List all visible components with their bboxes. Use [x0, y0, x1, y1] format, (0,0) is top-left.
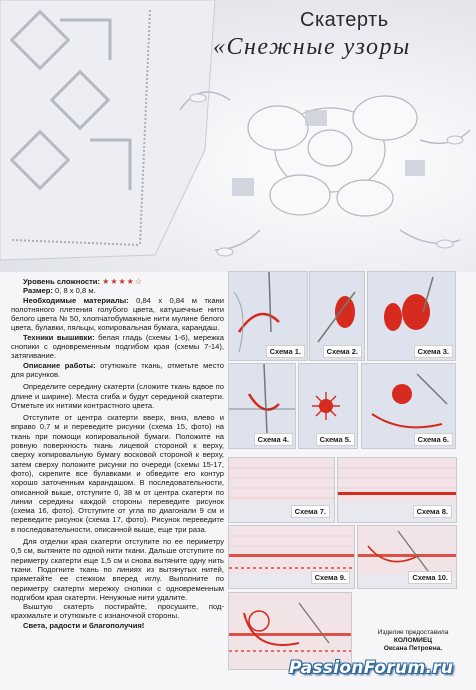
step-photo-2	[309, 271, 365, 361]
site-watermark: PassionForum.ru	[289, 658, 454, 678]
caption-s1: Схема 1.	[266, 345, 305, 358]
step-photo-1	[228, 271, 308, 361]
materials-line	[11, 296, 224, 333]
size-label: Размер:	[23, 286, 53, 296]
step-photo-5	[298, 363, 358, 449]
publisher-credit	[353, 629, 473, 653]
technique-text: белая гладь (схемы 1-6), мережка снопики с одновременным подгибом края (схемы 7-14), затягивание.	[11, 332, 224, 361]
description-label: Описание работы:	[23, 360, 96, 370]
caption-s8: Схема 8.	[413, 505, 452, 518]
description-text: отутюжьте ткань, отметьте место для рисунков.	[11, 360, 224, 379]
difficulty-stars-icon: ★★★★☆	[102, 277, 143, 286]
size-line	[11, 286, 224, 295]
publisher-line-3: Оксана Петровна.	[383, 645, 443, 652]
caption-s4: Схема 4.	[254, 433, 293, 446]
paragraph-1: Определите середину скатерти (сложите ткань вдвое по длине и ширине). Места сгиба и будут серединой скатерти. Отметьте их нитями контрастного цвета.	[11, 382, 224, 410]
hero-photo	[0, 0, 476, 272]
materials-label: Необходимые материалы:	[23, 295, 129, 305]
paragraph-3: Для отделки края скатерти отступите по ее периметру 0,5 см, вытяните по одной нити ткани. Дальше отступите по периметру скатерти еще 1,5 см и снова вытяните одну нить ткани. Подогните ткань по линиях из вытянутых нитей, приметайте ее стежком вперед иглу. Выполните по периметру скатерти мережку снопики с одновременным подгибом края скатерти. Ненужные нити удалите.	[11, 537, 224, 602]
difficulty-line	[11, 277, 224, 286]
technique-label: Техники вышивки:	[23, 332, 95, 342]
materials-text: 0,84 х 0,84 м ткани полотняного плетения голубого цвета, катушечные нити белого цвета № 50, хлопчатобумажные нити мулине белого цвета, булавки, пяльцы, копировальная бумага, карандаш.	[11, 295, 224, 333]
step-photo-6	[361, 363, 456, 449]
paragraph-2: Отступите от центра скатерти вверх, вниз, влево и вправо 0,7 м и переведите рисунки (схема 15, фото) на ткань при помощи копировальной бумаги. Положите на ровную поверхность ткань лицевой стороной к верху, сверху копировальную бумагу восковой стороной к верху, затем сверху положите рисунки по очереди (схемы 15-17, фото), скрепите все булавками и обведите его контур хорошо заточенным карандашом. В последовательности, описанной выше, отступите 0, 38 м от центра скатерти по линии середины каждой стороны переведите рисунок (схема 16, фото). Отступите от угла по диагонали 9 см и переведите рисунок (схема 17, фото). Рисунок переведите в последовательности, описанной выше, еще три раза.	[11, 413, 224, 534]
article-text	[11, 277, 224, 630]
publisher-line-2: КОЛОМИЕЦ	[393, 637, 433, 644]
paragraph-4: Выштую скатерть постирайте, просушите, подкрахмальте и отутюжьте с изнаночной стороны.	[11, 602, 224, 621]
step-photo-9	[228, 525, 355, 589]
publisher-line-1: Изделие предоставила	[377, 629, 449, 636]
size-value: 0, 8 х 0,8 м.	[55, 286, 96, 296]
caption-s10: Схема 10.	[408, 571, 452, 584]
step-photo-7	[228, 457, 335, 523]
technique-line	[11, 333, 224, 361]
title-line-2: «Снежные узоры	[213, 34, 411, 60]
caption-s7: Схема 7.	[291, 505, 330, 518]
step-photo-4	[228, 363, 296, 449]
caption-s2: Схема 2.	[323, 345, 362, 358]
step-photo-3	[367, 271, 456, 361]
caption-s5: Схема 5.	[316, 433, 355, 446]
title-line-1: Скатерть	[300, 9, 389, 31]
step-photo-10	[357, 525, 457, 589]
caption-s9: Схема 9.	[311, 571, 350, 584]
caption-s6: Схема 6.	[414, 433, 453, 446]
difficulty-label: Уровень сложности:	[23, 277, 101, 286]
caption-s3: Схема 3.	[414, 345, 453, 358]
description-line	[11, 361, 224, 380]
step-photo-8	[337, 457, 457, 523]
closing-line: Света, радости и благополучия!	[23, 620, 145, 630]
